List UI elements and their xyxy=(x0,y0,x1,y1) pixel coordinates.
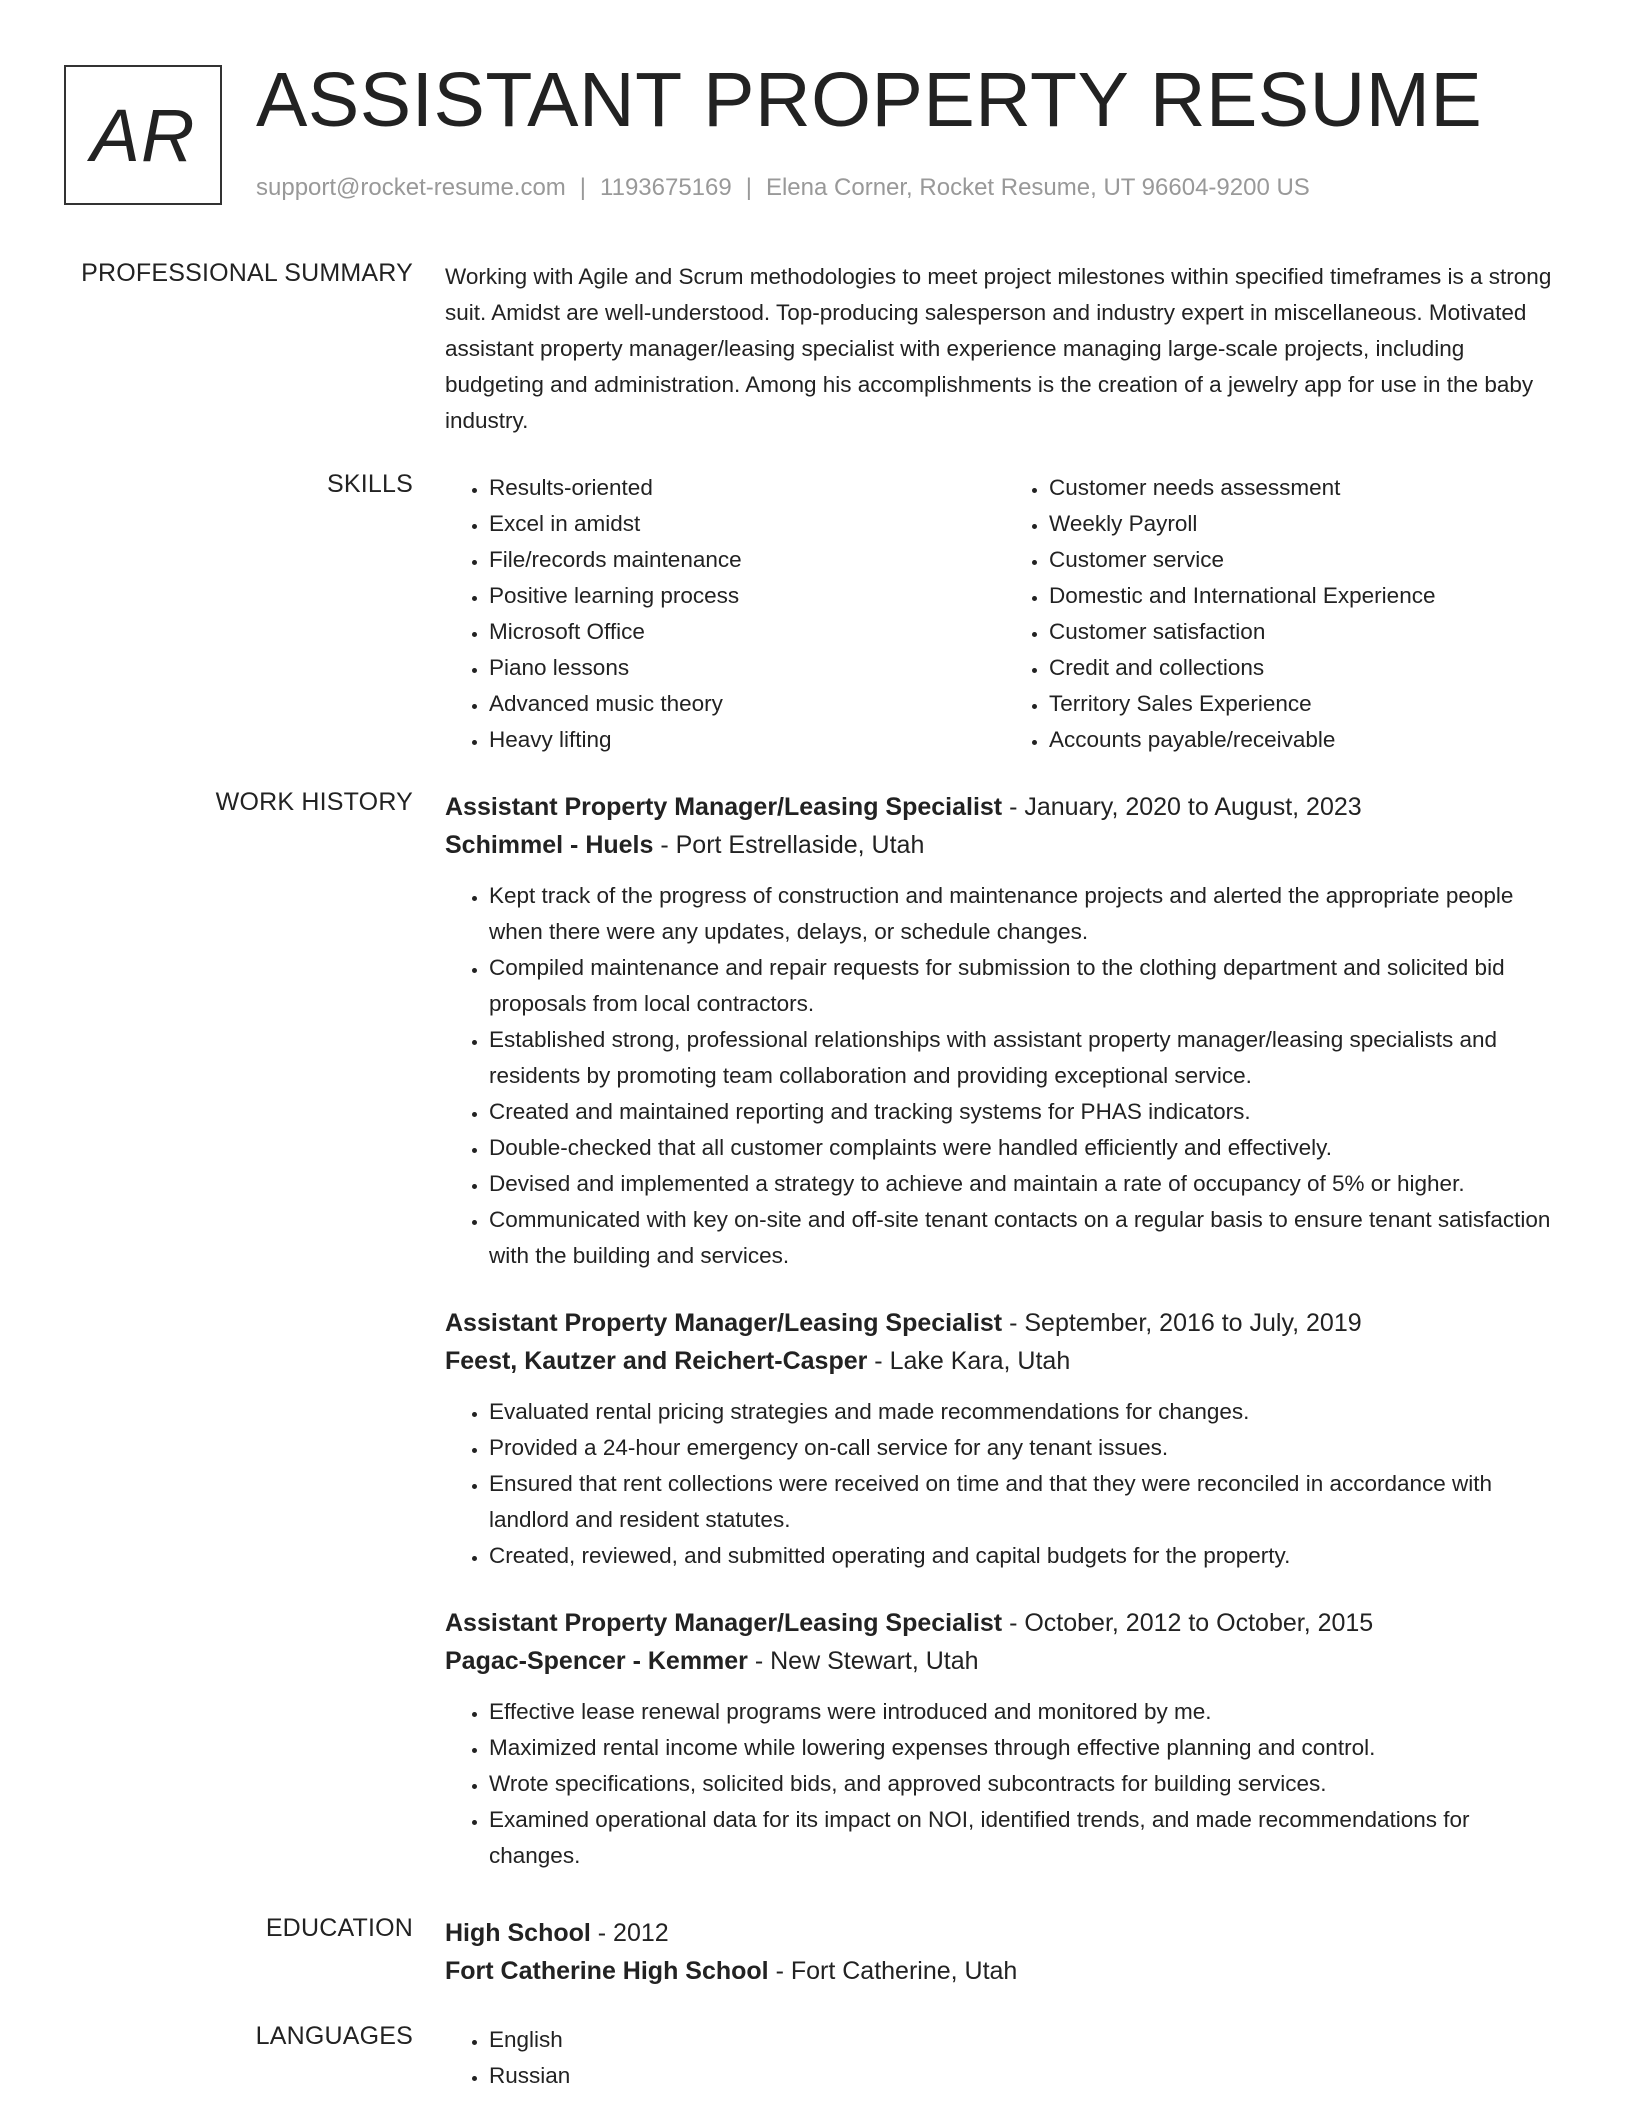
job-company: Schimmel - Huels xyxy=(445,831,654,859)
dash: - xyxy=(867,1347,890,1375)
dash: - xyxy=(1002,1609,1025,1637)
job-title-line xyxy=(445,1604,1565,1642)
skill-item: • Microsoft Office xyxy=(489,614,1005,650)
language-item: • Russian xyxy=(489,2058,1565,2094)
job-bullet: • Double-checked that all customer complaints were handled efficiently and effectively. xyxy=(489,1130,1565,1166)
skill-item: • Excel in amidst xyxy=(489,506,1005,542)
education-degree-line xyxy=(445,1914,1565,1952)
job-bullet: • Provided a 24-hour emergency on-call service for any tenant issues. xyxy=(489,1430,1565,1466)
job-location: Port Estrellaside, Utah xyxy=(675,831,925,859)
skills-body xyxy=(445,470,1565,758)
job-bullet: • Wrote specifications, solicited bids, and approved subcontracts for building services. xyxy=(489,1766,1565,1802)
language-item: • English xyxy=(489,2022,1565,2058)
job-bullets xyxy=(445,1694,1565,1874)
job-bullet: • Created and maintained reporting and tracking systems for PHAS indicators. xyxy=(489,1094,1565,1130)
job-entry xyxy=(445,788,1565,1274)
skill-item: • Positive learning process xyxy=(489,578,1005,614)
job-bullet: • Effective lease renewal programs were introduced and monitored by me. xyxy=(489,1694,1565,1730)
job-bullet: • Created, reviewed, and submitted operating and capital budgets for the property. xyxy=(489,1538,1565,1574)
contact-separator: | xyxy=(579,174,587,201)
dash: - xyxy=(768,1957,791,1985)
dash: - xyxy=(1002,1309,1025,1337)
job-bullet: • Kept track of the progress of construction and maintenance projects and alerted the appropriate people when there were any updates, delays, or schedule changes. xyxy=(489,878,1565,950)
job-company: Feest, Kautzer and Reichert-Casper xyxy=(445,1347,868,1375)
monogram-box xyxy=(64,65,222,205)
job-dates: September, 2016 to July, 2019 xyxy=(1024,1309,1362,1337)
languages-list xyxy=(445,2022,1565,2094)
dash: - xyxy=(653,831,676,859)
job-bullet: • Communicated with key on-site and off-site tenant contacts on a regular basis to ensure tenant satisfaction with the building and services. xyxy=(489,1202,1565,1274)
dash: - xyxy=(1002,793,1025,821)
job-dates: January, 2020 to August, 2023 xyxy=(1024,793,1362,821)
contact-line xyxy=(256,174,1310,202)
contact-address: Elena Corner, Rocket Resume, UT 96604-9200 US xyxy=(765,174,1310,201)
languages-body xyxy=(445,2022,1565,2094)
job-bullets xyxy=(445,878,1565,1274)
work-body xyxy=(445,788,1565,1904)
skills-list-right xyxy=(1005,470,1565,758)
job-role: Assistant Property Manager/Leasing Specialist xyxy=(445,1609,1003,1637)
job-company-line xyxy=(445,1642,1565,1680)
job-title-line xyxy=(445,788,1565,826)
contact-separator: | xyxy=(745,174,752,201)
job-entry xyxy=(445,1304,1565,1574)
skill-item: • Customer satisfaction xyxy=(1049,614,1565,650)
section-title-skills: SKILLS xyxy=(327,470,413,498)
job-bullet: • Established strong, professional relationships with assistant property manager/leasing specialists and residents by promoting team collaboration and providing exceptional service. xyxy=(489,1022,1565,1094)
job-company: Pagac-Spencer - Kemmer xyxy=(445,1647,748,1675)
job-bullet: • Examined operational data for its impact on NOI, identified trends, and made recommendations for changes. xyxy=(489,1802,1565,1874)
skill-item: • Heavy lifting xyxy=(489,722,1005,758)
job-location: New Stewart, Utah xyxy=(770,1647,979,1675)
section-title-education: EDUCATION xyxy=(265,1914,413,1942)
education-location: Fort Catherine, Utah xyxy=(790,1957,1018,1985)
skill-item: • Weekly Payroll xyxy=(1049,506,1565,542)
job-bullet: • Devised and implemented a strategy to achieve and maintain a rate of occupancy of 5% or higher. xyxy=(489,1166,1565,1202)
section-title-languages: LANGUAGES xyxy=(255,2022,413,2050)
skill-item: • File/records maintenance xyxy=(489,542,1005,578)
job-title-line xyxy=(445,1304,1565,1342)
summary-text: Working with Agile and Scrum methodologies to meet project milestones within specified timeframes is a strong suit. Amidst are well-understood. Top-producing salesperson and industry expert in miscellaneous. Motivated assistant property manager/leasing specialist with experience managing large-scale projects, including budgeting and administration. Among his accomplishments is the creation of a jewelry app for use in the baby industry. xyxy=(445,264,1552,433)
job-role: Assistant Property Manager/Leasing Specialist xyxy=(445,793,1003,821)
job-company-line xyxy=(445,826,1565,864)
job-entry xyxy=(445,1604,1565,1874)
skill-item: • Credit and collections xyxy=(1049,650,1565,686)
education-school: Fort Catherine High School xyxy=(445,1957,769,1985)
skills-list-left xyxy=(445,470,1005,758)
job-role: Assistant Property Manager/Leasing Specialist xyxy=(445,1309,1003,1337)
skill-item: • Accounts payable/receivable xyxy=(1049,722,1565,758)
monogram-initials: AR xyxy=(90,93,196,177)
section-title-work: WORK HISTORY xyxy=(215,788,413,816)
job-bullet: • Maximized rental income while lowering expenses through effective planning and control. xyxy=(489,1730,1565,1766)
section-title-summary: PROFESSIONAL SUMMARY xyxy=(81,259,413,287)
education-school-line xyxy=(445,1952,1565,1990)
education-degree: High School xyxy=(445,1919,591,1947)
job-bullet: • Compiled maintenance and repair requests for submission to the clothing department and solicited bid proposals from local contractors. xyxy=(489,950,1565,1022)
dash: - xyxy=(590,1919,614,1947)
education-body xyxy=(445,1914,1565,1990)
skill-item: • Piano lessons xyxy=(489,650,1005,686)
job-dates: October, 2012 to October, 2015 xyxy=(1024,1609,1374,1637)
job-bullet: • Ensured that rent collections were received on time and that they were reconciled in accordance with landlord and resident statutes. xyxy=(489,1466,1565,1538)
contact-phone[interactable]: 1193675169 xyxy=(600,174,732,201)
job-location: Lake Kara, Utah xyxy=(889,1347,1071,1375)
education-year: 2012 xyxy=(613,1919,669,1947)
skill-item: • Domestic and International Experience xyxy=(1049,578,1565,614)
skill-item: • Results-oriented xyxy=(489,470,1005,506)
resume-title: ASSISTANT PROPERTY RESUME xyxy=(256,57,1483,143)
skill-item: • Advanced music theory xyxy=(489,686,1005,722)
job-company-line xyxy=(445,1342,1565,1380)
skill-item: • Territory Sales Experience xyxy=(1049,686,1565,722)
job-bullets xyxy=(445,1394,1565,1574)
skill-item: • Customer needs assessment xyxy=(1049,470,1565,506)
contact-email[interactable]: support@rocket-resume.com xyxy=(256,174,566,201)
job-bullet: • Evaluated rental pricing strategies and made recommendations for changes. xyxy=(489,1394,1565,1430)
dash: - xyxy=(747,1647,771,1675)
skill-item: • Customer service xyxy=(1049,542,1565,578)
